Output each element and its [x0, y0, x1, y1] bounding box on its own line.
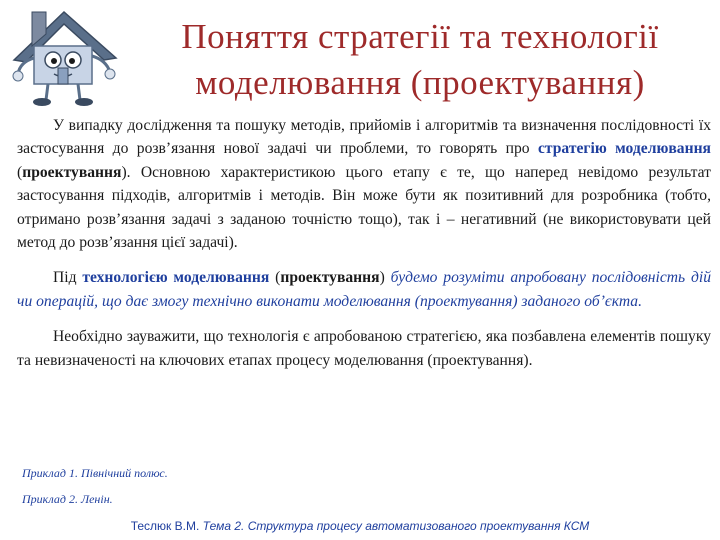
example-2: Приклад 2. Ленін.	[22, 492, 113, 506]
slide-footer	[0, 519, 720, 533]
text-run: У випадку дослідження та пошуку методів, прийомів і алгоритмів та визначення послідовності їх застосування до розв’язання нової задачі чи проблеми, то говорять про	[17, 117, 711, 158]
text-run: )	[379, 269, 391, 287]
slide-title-line-2: моделювання (проектування)	[195, 63, 645, 102]
text-run: (	[269, 269, 281, 287]
paragraph-technology	[17, 266, 711, 313]
footer-topic: Тема 2. Структура процесу автоматизованого проектування КСМ	[202, 519, 590, 533]
text-run: ). Основною характеристикою цього етапу є те, що наперед невідомо результат застосування підходів, алгоритмів і методів. Він може бути як позитивний для розробника (тобто, отримано розв’язання задачі з заданою точністю тощо), так і – негативний (не використовувати цей метод до розв’язання цієї задачі).	[17, 163, 711, 252]
term-design: проектування	[280, 269, 380, 287]
definition-text: будемо розуміти апробовану послідовність дій чи операцій, що дає змогу технічно виконати моделювання (проектування) заданого об’єкта.	[17, 269, 711, 310]
term-design: проектування	[22, 163, 122, 181]
slide-title-line-1: Поняття стратегії та технології	[181, 17, 659, 56]
slide-body	[17, 114, 711, 372]
text-run: (	[17, 163, 23, 181]
text-run: Під	[53, 269, 83, 287]
paragraph-note	[17, 325, 711, 372]
term-technology: технологією моделювання	[82, 269, 270, 287]
slide-title	[128, 14, 712, 106]
house-character-icon	[6, 2, 124, 110]
text-run: Необхідно зауважити, що технологія є апробованою стратегією, яка позбавлена елементів пошуку та невизначеності на ключових етапах процесу моделювання (проектування).	[17, 328, 711, 369]
footer-author: Теслюк В.М.	[130, 519, 203, 533]
example-1: Приклад 1. Північний полюс.	[22, 466, 168, 480]
paragraph-strategy	[17, 114, 711, 254]
term-strategy: стратегію моделювання	[537, 140, 711, 158]
